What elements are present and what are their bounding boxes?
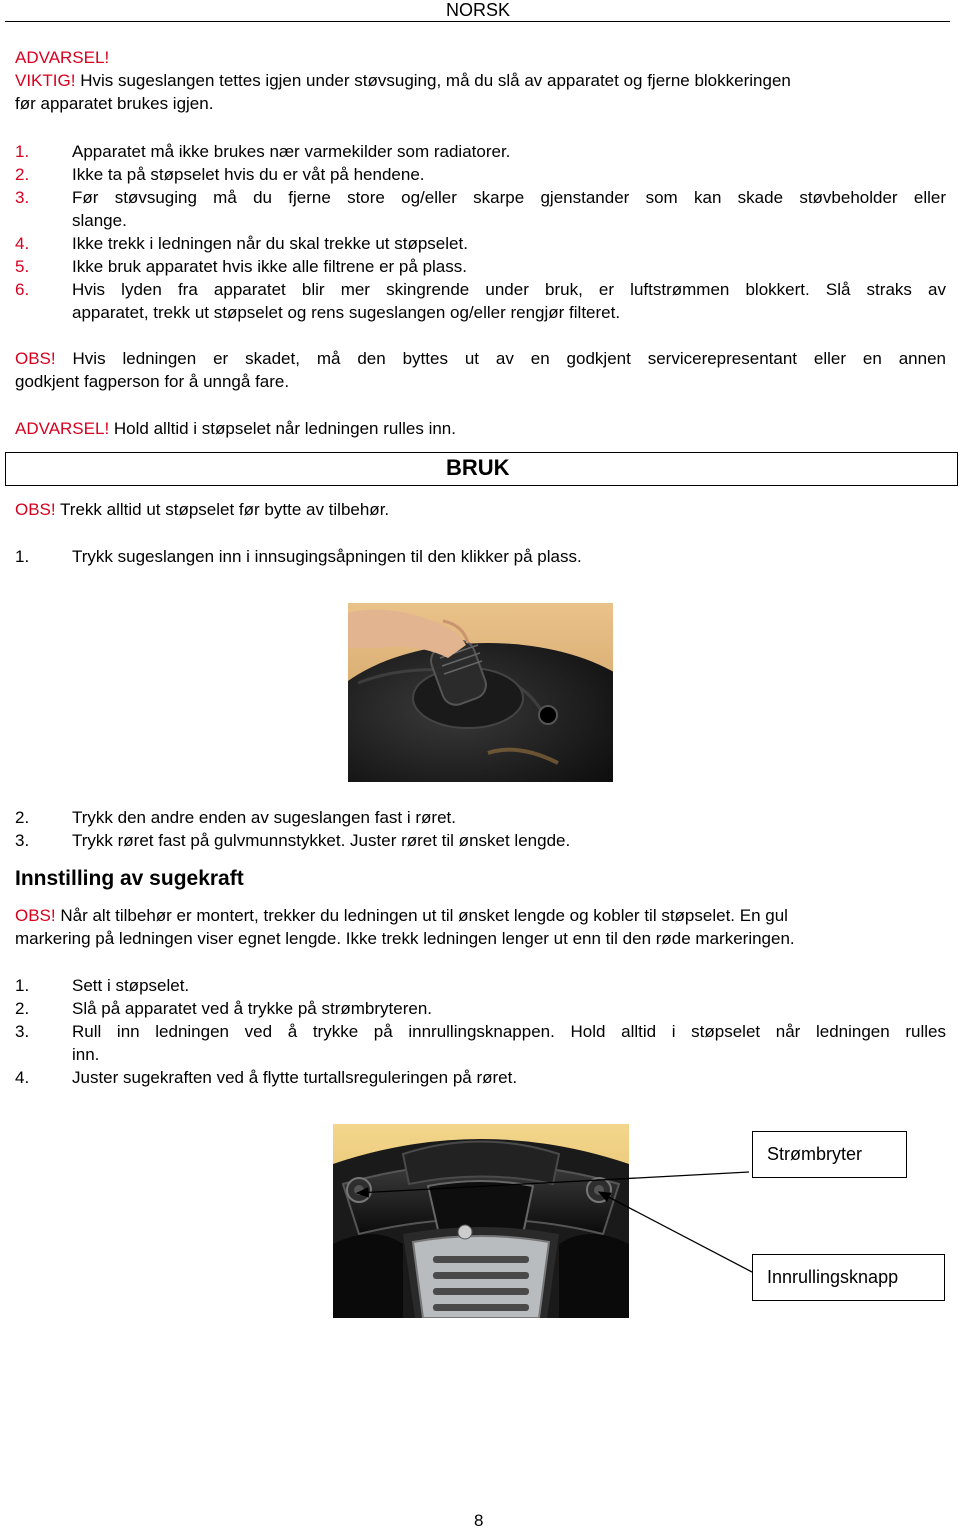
list-item-text: apparatet, trekk ut støpselet og rens sugeslangen og/eller rengjør filteret. [72, 303, 621, 322]
warning-cord-text: Hold alltid i støpselet når ledningen rulles inn. [113, 419, 456, 438]
page-number: 8 [474, 1511, 484, 1530]
important-text-1: Hvis sugeslangen tettes igjen under støvsuging, må du slå av apparatet og fjerne blokkeringen [80, 71, 791, 90]
suction-step-text: Juster sugekraften ved å flytte turtallsreguleringen på røret. [72, 1068, 518, 1087]
use-step-number: 1. [15, 547, 30, 566]
list-item-text: Apparatet må ikke brukes nær varmekilder som radiatorer. [72, 142, 511, 161]
suction-step-text: Rull inn ledningen ved å trykke på innrullingsknappen. Hold alltid i støpselet når ledningen rulles [72, 1022, 946, 1041]
suction-step-number: 2. [15, 999, 30, 1018]
list-item-number: 1. [15, 142, 30, 161]
section-title: BRUK [446, 455, 510, 480]
list-item-number: 6. [15, 280, 30, 299]
arrow-rewind [599, 1192, 752, 1272]
warning-cord-label: ADVARSEL! [15, 419, 110, 438]
use-step-number: 2. [15, 808, 30, 827]
obs-cord-line-2: godkjent fagperson for å unngå fare. [15, 372, 290, 391]
suction-step-number: 1. [15, 976, 30, 995]
important-line-2: før apparatet brukes igjen. [15, 94, 214, 113]
suction-step-text: Sett i støpselet. [72, 976, 190, 995]
use-step-number: 3. [15, 831, 30, 850]
list-item-text: slange. [72, 211, 127, 230]
use-step-text: Trykk den andre enden av sugeslangen fast i røret. [72, 808, 456, 827]
list-item-text: Ikke ta på støpselet hvis du er våt på hendene. [72, 165, 425, 184]
suction-step-text: Slå på apparatet ved å trykke på strømbryteren. [72, 999, 433, 1018]
suction-step-text: inn. [72, 1045, 100, 1064]
list-item-number: 4. [15, 234, 30, 253]
list-item-text: Før støvsuging må du fjerne store og/eller skarpe gjenstander som kan skade støvbeholder eller [72, 188, 946, 207]
list-item-number: 5. [15, 257, 30, 276]
suction-obs-label: OBS! [15, 906, 56, 925]
callout-rewind-button: Innrullingsknapp [752, 1254, 945, 1301]
list-item-number: 3. [15, 188, 30, 207]
obs-cord-text-1: Hvis ledningen er skadet, må den byttes ut av en godkjent servicerepresentant eller en annen [72, 349, 947, 368]
warning-heading: ADVARSEL! [15, 48, 110, 67]
list-item-text: Hvis lyden fra apparatet blir mer skingrende under bruk, er luftstrømmen blokkert. Slå straks av [72, 280, 946, 299]
suction-step-number: 3. [15, 1022, 30, 1041]
suction-step-number: 4. [15, 1068, 30, 1087]
list-item-text: Ikke trekk i ledningen når du skal trekke ut støpselet. [72, 234, 468, 253]
list-item-number: 2. [15, 165, 30, 184]
suction-heading: Innstilling av sugekraft [15, 867, 244, 890]
header-title: NORSK [446, 0, 511, 20]
suction-obs-line-2: markering på ledningen viser egnet lengde. Ikke trekk ledningen lenger ut enn til den røde markeringen. [15, 929, 795, 948]
use-step-text: Trykk sugeslangen inn i innsugingsåpningen til den klikker på plass. [72, 547, 582, 566]
suction-obs-text-1: Når alt tilbehør er montert, trekker du ledningen ut til ønsket lengde og kobler til støpselet. En gul [60, 906, 788, 925]
list-item-text: Ikke bruk apparatet hvis ikke alle filtrene er på plass. [72, 257, 467, 276]
callout-power-switch: Strømbryter [752, 1131, 907, 1178]
use-step-text: Trykk røret fast på gulvmunnstykket. Juster røret til ønsket lengde. [72, 831, 571, 850]
important-label: VIKTIG! [15, 71, 76, 90]
obs-accessory-text: Trekk alltid ut støpselet før bytte av tilbehør. [60, 500, 390, 519]
arrow-power [357, 1172, 749, 1193]
obs-accessory-label: OBS! [15, 500, 56, 519]
obs-label: OBS! [15, 349, 56, 368]
